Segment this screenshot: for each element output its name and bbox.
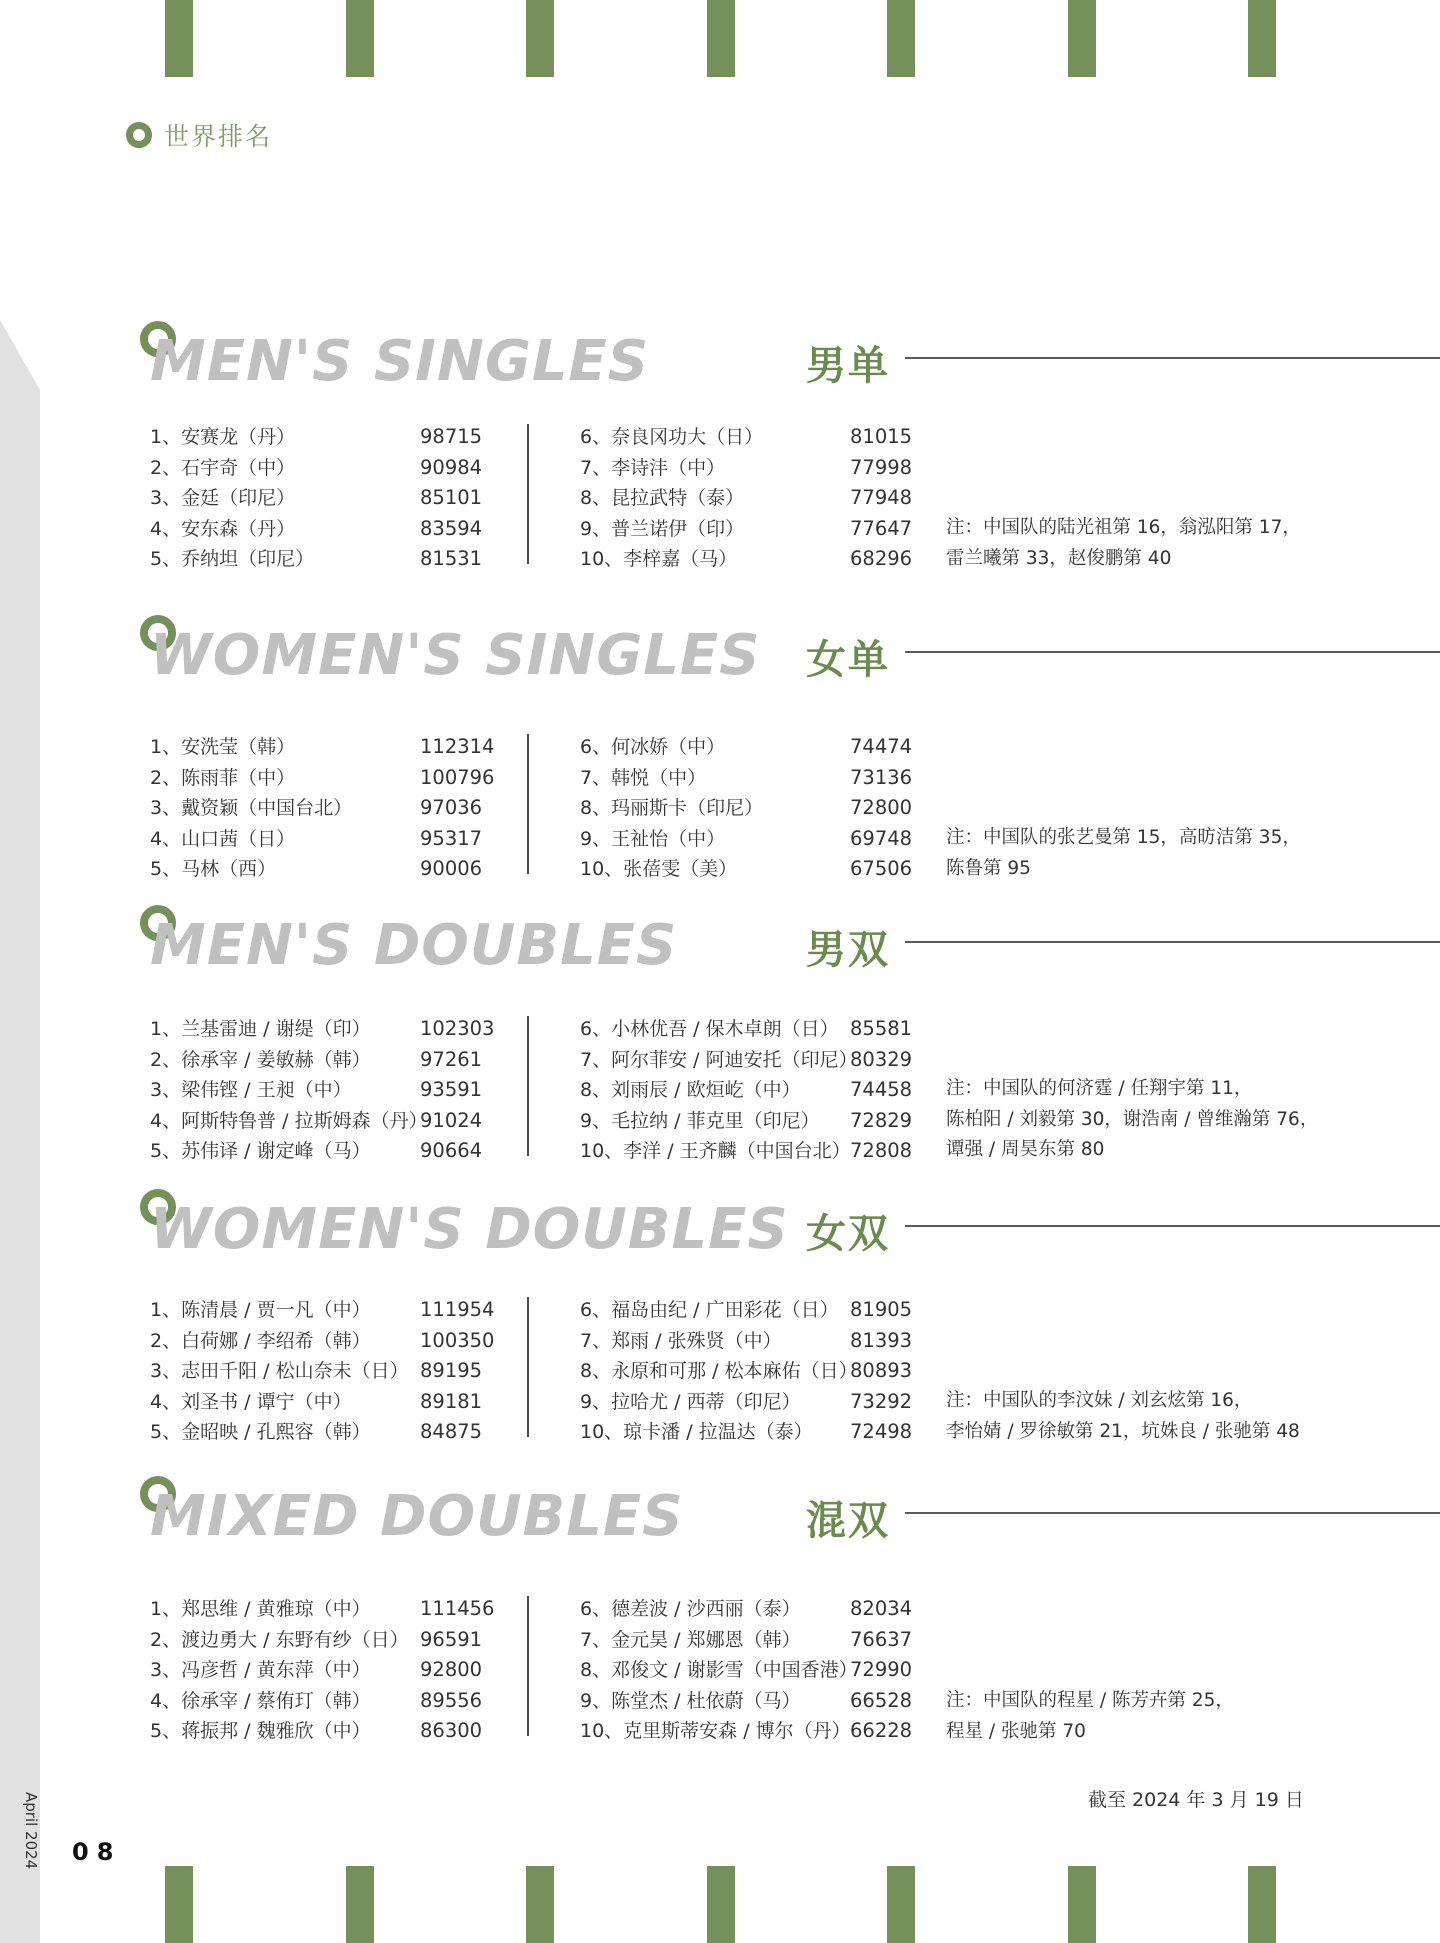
ranking-points: 77998 (850, 455, 913, 479)
ranking-points: 66228 (850, 1719, 913, 1742)
ranking-points: 100350 (420, 1328, 495, 1352)
player-name: 7、阿尔菲安 / 阿迪安托（印尼） (580, 1048, 858, 1071)
player-name: 8、玛丽斯卡（印尼） (580, 797, 764, 819)
ranking-points: 111456 (420, 1597, 495, 1620)
top-stripe (707, 0, 735, 77)
ranking-points: 80893 (850, 1359, 913, 1382)
bottom-stripe (1248, 1866, 1276, 1943)
player-name: 4、山口茜（日） (150, 827, 296, 850)
bottom-stripe (526, 1866, 554, 1943)
ranking-points: 84875 (420, 1420, 483, 1443)
ranking-points: 86300 (420, 1719, 483, 1742)
ranking-points: 81015 (850, 425, 913, 448)
player-name: 9、王祉怡（中） (580, 827, 726, 850)
player-name: 2、陈雨菲（中） (150, 766, 296, 789)
ranking-points: 95317 (420, 826, 483, 850)
ranking-points: 81393 (850, 1328, 913, 1352)
player-name: 1、郑思维 / 黄雅琼（中） (150, 1598, 371, 1620)
player-name: 7、李诗沣（中） (580, 456, 726, 479)
ranking-points: 97036 (420, 796, 483, 819)
player-name: 7、郑雨 / 张殊贤（中） (580, 1329, 782, 1352)
player-name: 4、安东森（丹） (150, 517, 296, 540)
player-name: 6、福岛由纪 / 广田彩花（日） (580, 1299, 839, 1321)
column-divider (527, 1596, 529, 1736)
ranking-points: 72800 (850, 796, 913, 819)
player-name: 6、德差波 / 沙西丽（泰） (580, 1598, 801, 1620)
player-name: 5、金昭映 / 孔熙容（韩） (150, 1421, 371, 1443)
section-title-zh: 女单 (806, 637, 890, 683)
ranking-points: 89195 (420, 1359, 483, 1382)
section-title-en: WOMEN'S SINGLES (150, 623, 761, 688)
ranking-points: 74474 (850, 735, 913, 758)
note-line: 注：中国队的张艺曼第 15，高昉洁第 35， (946, 827, 1301, 848)
top-stripe (1248, 0, 1276, 77)
note-line: 谭强 / 周昊东第 80 (946, 1139, 1105, 1160)
page-number: 08 (72, 1838, 122, 1866)
ranking-points: 68296 (850, 547, 913, 570)
ranking-points: 83594 (420, 516, 483, 540)
player-name: 3、金廷（印尼） (150, 487, 296, 509)
section-title-en: MEN'S DOUBLES (150, 913, 678, 978)
player-name: 2、徐承宰 / 姜敏赫（韩） (150, 1048, 371, 1071)
ranking-points: 97261 (420, 1047, 483, 1071)
player-name: 10、李洋 / 王齐麟（中国台北） (580, 1140, 851, 1162)
player-name: 3、冯彦哲 / 黄东萍（中） (150, 1659, 371, 1681)
player-name: 7、韩悦（中） (580, 766, 707, 789)
section-title-en: WOMEN'S DOUBLES (150, 1197, 789, 1262)
player-name: 8、刘雨辰 / 欧烜屹（中） (580, 1079, 801, 1101)
note-line: 程星 / 张驰第 70 (946, 1720, 1086, 1742)
column-divider (527, 1297, 529, 1437)
player-name: 9、陈堂杰 / 杜依蔚（马） (580, 1689, 801, 1712)
ranking-points: 72990 (850, 1658, 913, 1681)
section-note (946, 513, 1301, 574)
column-divider (527, 424, 529, 564)
section-title-zh: 男双 (806, 927, 890, 973)
page-header-label: 世界排名 (164, 122, 273, 151)
ranking-points: 77647 (850, 516, 913, 540)
player-name: 4、徐承宰 / 蔡侑玎（韩） (150, 1689, 371, 1712)
top-stripe (346, 0, 374, 77)
ranking-points: 77948 (850, 486, 913, 509)
player-name: 5、蒋振邦 / 魏雅欣（中） (150, 1720, 371, 1742)
player-name: 8、邓俊文 / 谢影雪（中国香港） (580, 1659, 858, 1681)
section-title-zh: 男单 (806, 343, 890, 389)
player-name: 3、戴资颖（中国台北） (150, 797, 353, 819)
section-title-en: MEN'S SINGLES (150, 329, 650, 394)
player-name: 9、毛拉纳 / 菲克里（印尼） (580, 1109, 820, 1132)
section-rule (905, 651, 1440, 653)
player-name: 8、永原和可那 / 松本麻佑（日） (580, 1360, 858, 1382)
ranking-points: 66528 (850, 1688, 913, 1712)
player-name: 6、小林优吾 / 保木卓朗（日） (580, 1018, 839, 1040)
section-title-zh: 女双 (806, 1211, 890, 1257)
player-name: 1、陈清晨 / 贾一凡（中） (150, 1299, 371, 1321)
ranking-points: 85101 (420, 486, 483, 509)
left-gray-band (0, 320, 40, 1943)
column-divider (527, 734, 529, 874)
note-line: 注：中国队的李汶妹 / 刘玄炫第 16， (946, 1390, 1253, 1411)
page-header (126, 117, 272, 153)
ranking-points: 80329 (850, 1047, 913, 1071)
ranking-points: 76637 (850, 1627, 913, 1651)
issue-month: April 2024 (22, 1792, 40, 1870)
note-line: 李怡婧 / 罗徐敏第 21，坑姝良 / 张驰第 48 (946, 1420, 1300, 1442)
player-name: 3、梁伟铿 / 王昶（中） (150, 1079, 352, 1101)
ranking-points: 89556 (420, 1688, 483, 1712)
player-name: 3、志田千阳 / 松山奈未（日） (150, 1360, 409, 1382)
note-line: 注：中国队的程星 / 陈芳卉第 25， (946, 1690, 1234, 1711)
ranking-points: 93591 (420, 1078, 483, 1101)
ranking-points: 72498 (850, 1420, 913, 1443)
ring-bullet-icon (126, 122, 152, 148)
note-line: 注：中国队的何济霆 / 任翔宇第 11， (946, 1078, 1253, 1099)
ranking-points: 72808 (850, 1139, 913, 1162)
ranking-points: 96591 (420, 1627, 483, 1651)
player-name: 1、安洗莹（韩） (150, 736, 296, 758)
column-divider (527, 1016, 529, 1156)
ranking-points: 72829 (850, 1108, 913, 1132)
ranking-points: 81531 (420, 547, 483, 570)
ranking-points: 91024 (420, 1108, 483, 1132)
player-name: 7、金元昊 / 郑娜恩（韩） (580, 1628, 801, 1651)
player-name: 4、阿斯特鲁普 / 拉斯姆森（丹） (150, 1109, 428, 1132)
ranking-points: 67506 (850, 857, 913, 880)
bottom-stripe (887, 1866, 915, 1943)
player-name: 5、苏伟译 / 谢定峰（马） (150, 1140, 371, 1162)
player-name: 6、何冰娇（中） (580, 736, 726, 758)
player-name: 10、李梓嘉（马） (580, 548, 738, 570)
player-name: 9、拉哈尤 / 西蒂（印尼） (580, 1390, 801, 1413)
note-line: 雷兰曦第 33，赵俊鹏第 40 (946, 547, 1172, 569)
section-rule (905, 357, 1440, 359)
ranking-points: 73292 (850, 1389, 913, 1413)
section-note (946, 1074, 1318, 1166)
ranking-points: 82034 (850, 1597, 913, 1620)
player-name: 8、昆拉武特（泰） (580, 487, 745, 509)
date-note: 截至 2024 年 3 月 19 日 (1088, 1789, 1304, 1811)
player-name: 5、马林（西） (150, 858, 277, 880)
section-note (946, 823, 1301, 884)
top-stripe (1068, 0, 1096, 77)
ranking-points: 98715 (420, 425, 483, 448)
player-name: 9、普兰诺伊（印） (580, 517, 745, 540)
ranking-points: 85581 (850, 1017, 913, 1040)
section-note (946, 1386, 1300, 1447)
ranking-points: 112314 (420, 735, 495, 758)
bottom-stripe (346, 1866, 374, 1943)
ranking-points: 73136 (850, 765, 913, 789)
section-rule (905, 941, 1440, 943)
player-name: 1、兰基雷迪 / 谢缇（印） (150, 1018, 371, 1040)
player-name: 2、渡边勇大 / 东野有纱（日） (150, 1628, 409, 1651)
section-rule (905, 1225, 1440, 1227)
bottom-stripe (1068, 1866, 1096, 1943)
section-title-zh: 混双 (806, 1498, 890, 1544)
ranking-points: 100796 (420, 765, 495, 789)
ranking-points: 92800 (420, 1658, 483, 1681)
ranking-points: 89181 (420, 1389, 483, 1413)
ranking-points: 111954 (420, 1298, 495, 1321)
ranking-points: 102303 (420, 1017, 495, 1040)
player-name: 4、刘圣书 / 谭宁（中） (150, 1390, 352, 1413)
player-name: 2、白荷娜 / 李绍希（韩） (150, 1329, 371, 1352)
top-stripe (526, 0, 554, 77)
player-name: 2、石宇奇（中） (150, 456, 296, 479)
ranking-points: 90984 (420, 455, 483, 479)
section-note (946, 1686, 1234, 1747)
player-name: 10、张蓓雯（美） (580, 858, 738, 880)
bottom-stripe (165, 1866, 193, 1943)
top-stripe (165, 0, 193, 77)
note-line: 注：中国队的陆光祖第 16，翁泓阳第 17， (946, 517, 1301, 538)
note-line: 陈鲁第 95 (946, 857, 1031, 879)
section-title-en: MIXED DOUBLES (150, 1484, 684, 1549)
player-name: 1、安赛龙（丹） (150, 426, 296, 448)
ranking-points: 90664 (420, 1139, 483, 1162)
section-rule (905, 1512, 1440, 1514)
bottom-stripe (707, 1866, 735, 1943)
note-line: 陈柏阳 / 刘毅第 30，谢浩南 / 曾维瀚第 76， (946, 1108, 1319, 1130)
ranking-points: 74458 (850, 1078, 913, 1101)
ranking-points: 69748 (850, 826, 913, 850)
player-name: 10、克里斯蒂安森 / 博尔（丹） (580, 1720, 851, 1742)
ranking-points: 90006 (420, 857, 483, 880)
top-stripe (887, 0, 915, 77)
player-name: 10、琼卡潘 / 拉温达（泰） (580, 1421, 813, 1443)
player-name: 5、乔纳坦（印尼） (150, 548, 315, 570)
player-name: 6、奈良冈功大（日） (580, 426, 764, 448)
ranking-points: 81905 (850, 1298, 913, 1321)
